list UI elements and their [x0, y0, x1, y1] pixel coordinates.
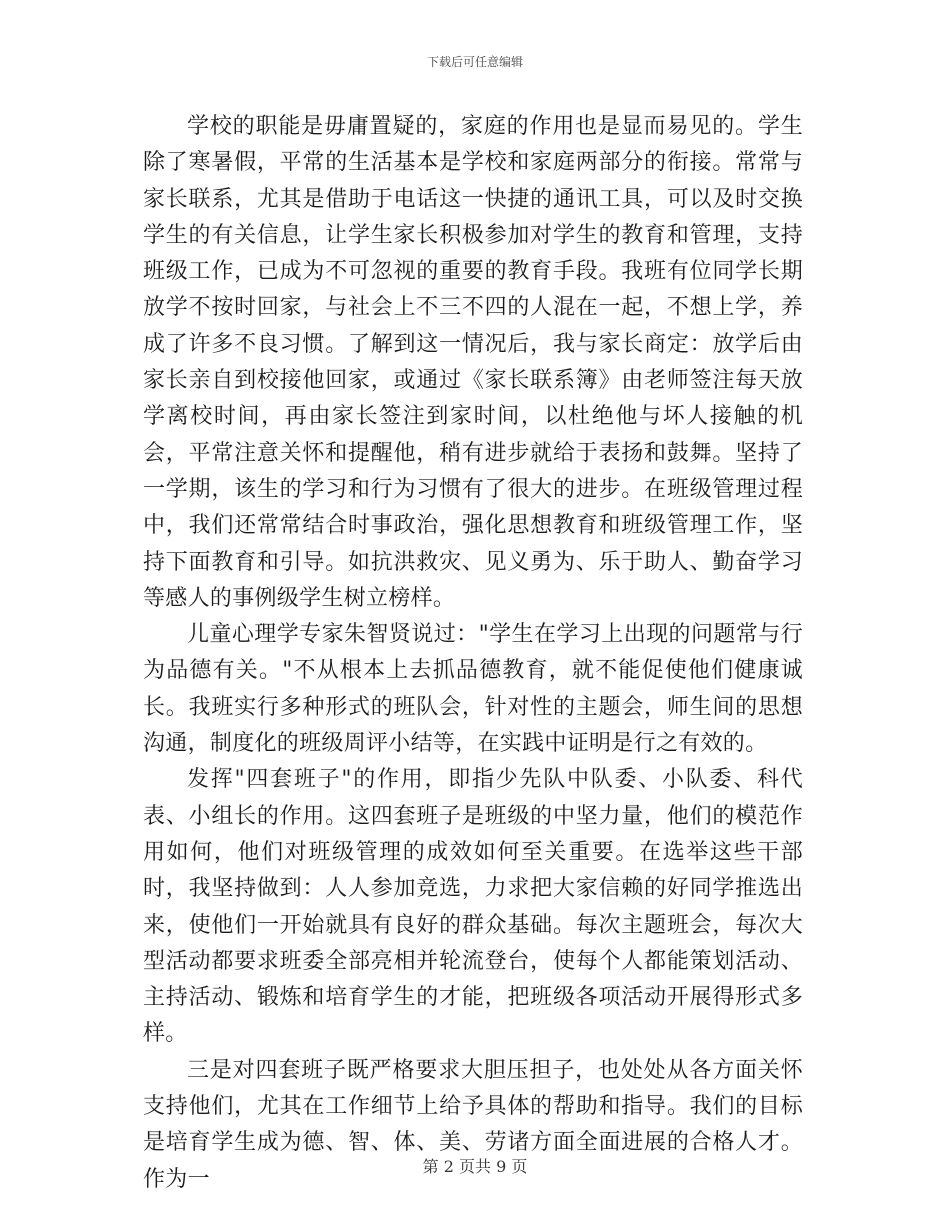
paragraph-2: 儿童心理学专家朱智贤说过："学生在学习上出现的问题常与行为品德有关。"不从根本上去抓品德教育，就不能促使他们健康诚长。我班实行多种形式的班队会，针对性的主题会，师生间的思想沟通，制度化的班级周评小结等，在实践中证明是行之有效的。: [143, 622, 803, 757]
document-body: [143, 109, 803, 1198]
paragraph-3: 发挥"四套班子"的作用，即指少先队中队委、小队委、科代表、小组长的作用。这四套班子是班级的中坚力量，他们的模范作用如何，他们对班级管理的成效如何至关重要。在选举这些干部时，我坚持做到：人人参加竞选，力求把大家信赖的好同学推选出来，使他们一开始就具有良好的群众基础。每次主题班会，每次大型活动都要求班委全部亮相并轮流登台，使每个人都能策划活动、主持活动、锻炼和培育学生的才能，把班级各项活动开展得形式多样。: [143, 767, 803, 1047]
paragraph-4: 三是对四套班子既严格要求大胆压担子，也处处从各方面关怀支持他们，尤其在工作细节上给予具体的帮助和指导。我们的目标是培育学生成为德、智、体、美、劳诸方面全面进展的合格人才。作为一: [143, 1057, 803, 1192]
page-header: 下载后可任意编辑: [426, 55, 523, 69]
paragraph-1: 学校的职能是毋庸置疑的，家庭的作用也是显而易见的。学生除了寒暑假，平常的生活基本是学校和家庭两部分的衔接。常常与家长联系，尤其是借助于电话这一快捷的通讯工具，可以及时交换学生的有关信息，让学生家长积极参加对学生的教育和管理，支持班级工作，已成为不可忽视的重要的教育手段。我班有位同学长期放学不按时回家，与社会上不三不四的人混在一起，不想上学，养成了许多不良习惯。了解到这一情况后，我与家长商定：放学后由家长亲自到校接他回家，或通过《家长联系簿》由老师签注每天放学离校时间，再由家长签注到家时间，以杜绝他与坏人接触的机会，平常注意关怀和提醒他，稍有进步就给于表扬和鼓舞。坚持了一学期，该生的学习和行为习惯有了很大的进步。在班级管理过程中，我们还常常结合时事政治，强化思想教育和班级管理工作，坚持下面教育和引导。如抗洪救灾、见义勇为、乐于助人、勤奋学习等感人的事例级学生树立榜样。: [143, 114, 803, 611]
page-footer: 第 2 页共 9 页: [422, 1157, 528, 1176]
